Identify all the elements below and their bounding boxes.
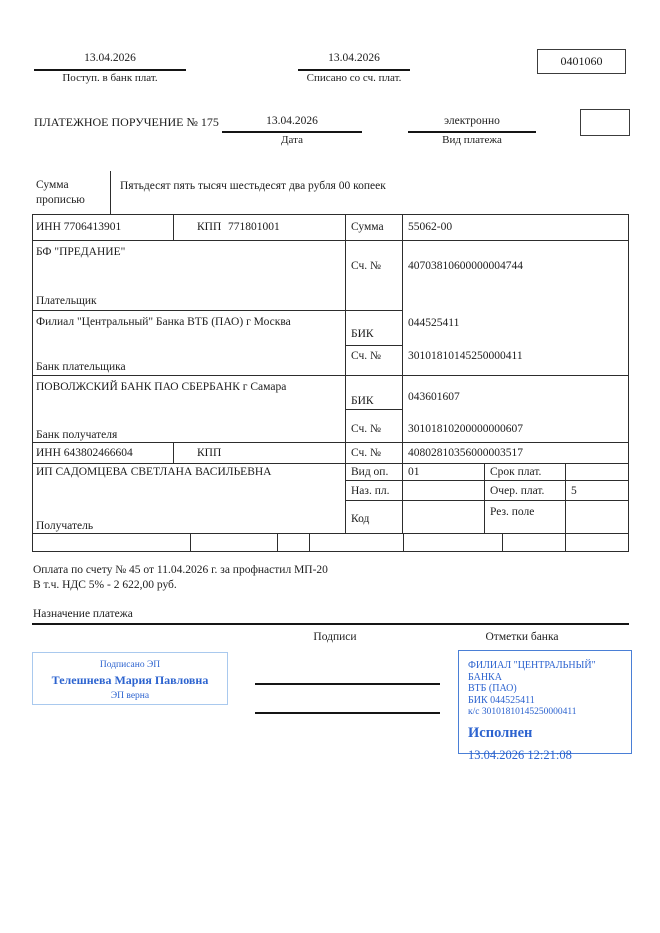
table-border [32, 442, 629, 443]
amount-label: Сумма [351, 221, 384, 233]
payer-bank-bik: 044525411 [408, 317, 460, 329]
payer-inn: ИНН 7706413901 [36, 221, 122, 233]
purpose-line2: В т.ч. НДС 5% - 2 622,00 руб. [33, 579, 177, 591]
bank-stamp-branch-line1: ФИЛИАЛ "ЦЕНТРАЛЬНЫЙ" БАНКА [468, 660, 596, 683]
payer-section-label: Плательщик [36, 295, 97, 307]
doc-date: 13.04.2026 [266, 115, 318, 127]
debited-date-label: Списано со сч. плат. [306, 72, 402, 84]
amount-value: 55062-00 [408, 221, 453, 233]
signatures-label: Подписи [313, 631, 357, 643]
table-border [32, 214, 33, 552]
signature-line-1 [255, 683, 440, 685]
op-kind-label: Вид оп. [351, 466, 389, 478]
payee-bank-bik-label: БИК [351, 395, 374, 407]
payer-kpp: 771801001 [228, 221, 280, 233]
form-code: 0401060 [560, 54, 603, 68]
table-border [565, 463, 566, 533]
table-border [173, 214, 174, 240]
received-date-label: Поступ. в банк плат. [62, 72, 158, 84]
payee-bank-name: ПОВОЛЖСКИЙ БАНК ПАО СБЕРБАНК г Самара [36, 381, 287, 393]
table-border [309, 533, 310, 551]
payer-account-label: Сч. № [351, 260, 382, 272]
payer-kpp-label: КПП [197, 221, 222, 233]
op-kind-value: 01 [408, 466, 420, 478]
table-border [345, 480, 629, 481]
payee-bank-account-label: Сч. № [351, 423, 382, 435]
table-border [277, 533, 278, 551]
purpose-section-line [32, 623, 629, 625]
due-date-label: Срок плат. [490, 466, 542, 478]
payee-section-label: Получатель [36, 520, 94, 532]
payer-bank-section-label: Банк плательщика [36, 361, 126, 373]
payer-bank-account-label: Сч. № [351, 350, 382, 362]
payer-name: БФ "ПРЕДАНИЕ" [36, 246, 126, 258]
table-border [190, 533, 191, 551]
payment-nature-label: Наз. пл. [351, 485, 390, 497]
payee-account-label: Сч. № [351, 447, 382, 459]
reserve-field-label: Рез. поле [490, 506, 535, 518]
esign-signed-label: Подписано ЭП [99, 660, 161, 670]
payer-bank-bik-label: БИК [351, 328, 374, 340]
table-border [565, 533, 566, 551]
doc-date-label: Дата [281, 134, 303, 146]
table-border [345, 409, 403, 410]
empty-code-box [580, 109, 630, 136]
table-border [403, 533, 404, 551]
priority-label: Очер. плат. [490, 485, 545, 497]
doc-date-line [222, 131, 362, 133]
payer-account: 40703810600000004744 [408, 260, 523, 272]
payee-bank-bik: 043601607 [408, 391, 460, 403]
bank-stamp [458, 650, 632, 762]
amount-words-label: Сумма прописью [36, 179, 85, 206]
table-border [502, 533, 503, 551]
table-border [484, 463, 485, 533]
table-border [32, 214, 629, 215]
table-border [173, 442, 174, 463]
received-date: 13.04.2026 [84, 52, 136, 64]
code-label: Код [351, 513, 370, 525]
esign-signer-name: Телешнева Мария Павловна [51, 673, 209, 687]
esign-valid-label: ЭП верна [110, 691, 150, 701]
amount-words: Пятьдесят пять тысяч шестьдесят два рубля 00 копеек [120, 180, 386, 192]
payee-bank-account: 30101810200000000607 [408, 423, 523, 435]
table-border [110, 171, 111, 214]
payment-kind-label: Вид платежа [442, 134, 502, 146]
payee-bank-section-label: Банк получателя [36, 429, 118, 441]
bank-stamp-bik: БИК 044525411 [468, 694, 535, 706]
table-border [32, 551, 629, 552]
table-border [345, 500, 629, 501]
debited-date-line [298, 69, 410, 71]
payee-account: 40802810356000003517 [408, 447, 523, 459]
table-border [32, 463, 629, 464]
signature-line-2 [255, 712, 440, 714]
payer-bank-name: Филиал "Центральный" Банка ВТБ (ПАО) г Москва [36, 316, 291, 328]
table-border [32, 240, 629, 241]
bank-stamp-status: Исполнен [468, 725, 533, 741]
bank-stamp-corr-account: к/с 30101810145250000411 [468, 707, 577, 717]
payment-kind-line [408, 131, 536, 133]
table-border [345, 345, 403, 346]
table-border [345, 214, 346, 533]
table-border [628, 214, 629, 552]
bank-marks-label: Отметки банка [485, 631, 559, 643]
payee-kpp-label: КПП [197, 447, 222, 459]
purpose-line1: Оплата по счету № 45 от 11.04.2026 г. за профнастил МП-20 [33, 564, 328, 576]
esign-stamp [32, 652, 228, 705]
payment-kind: электронно [444, 115, 500, 127]
payee-name: ИП САДОМЦЕВА СВЕТЛАНА ВАСИЛЬЕВНА [36, 466, 272, 478]
table-border [32, 375, 629, 376]
payee-inn: ИНН 643802466604 [36, 447, 133, 459]
table-border [32, 533, 629, 534]
received-date-line [34, 69, 186, 71]
bank-stamp-datetime: 13.04.2026 12:21:08 [468, 748, 572, 762]
doc-title: ПЛАТЕЖНОЕ ПОРУЧЕНИЕ № 175 [34, 115, 219, 129]
bank-stamp-branch-line2: ВТБ (ПАО) [468, 683, 517, 694]
debited-date: 13.04.2026 [328, 52, 380, 64]
table-border [32, 310, 403, 311]
payer-bank-account: 30101810145250000411 [408, 350, 523, 362]
purpose-section-label: Назначение платежа [33, 608, 133, 620]
table-border [402, 214, 403, 533]
form-code-box [537, 49, 626, 74]
priority-value: 5 [571, 485, 577, 497]
